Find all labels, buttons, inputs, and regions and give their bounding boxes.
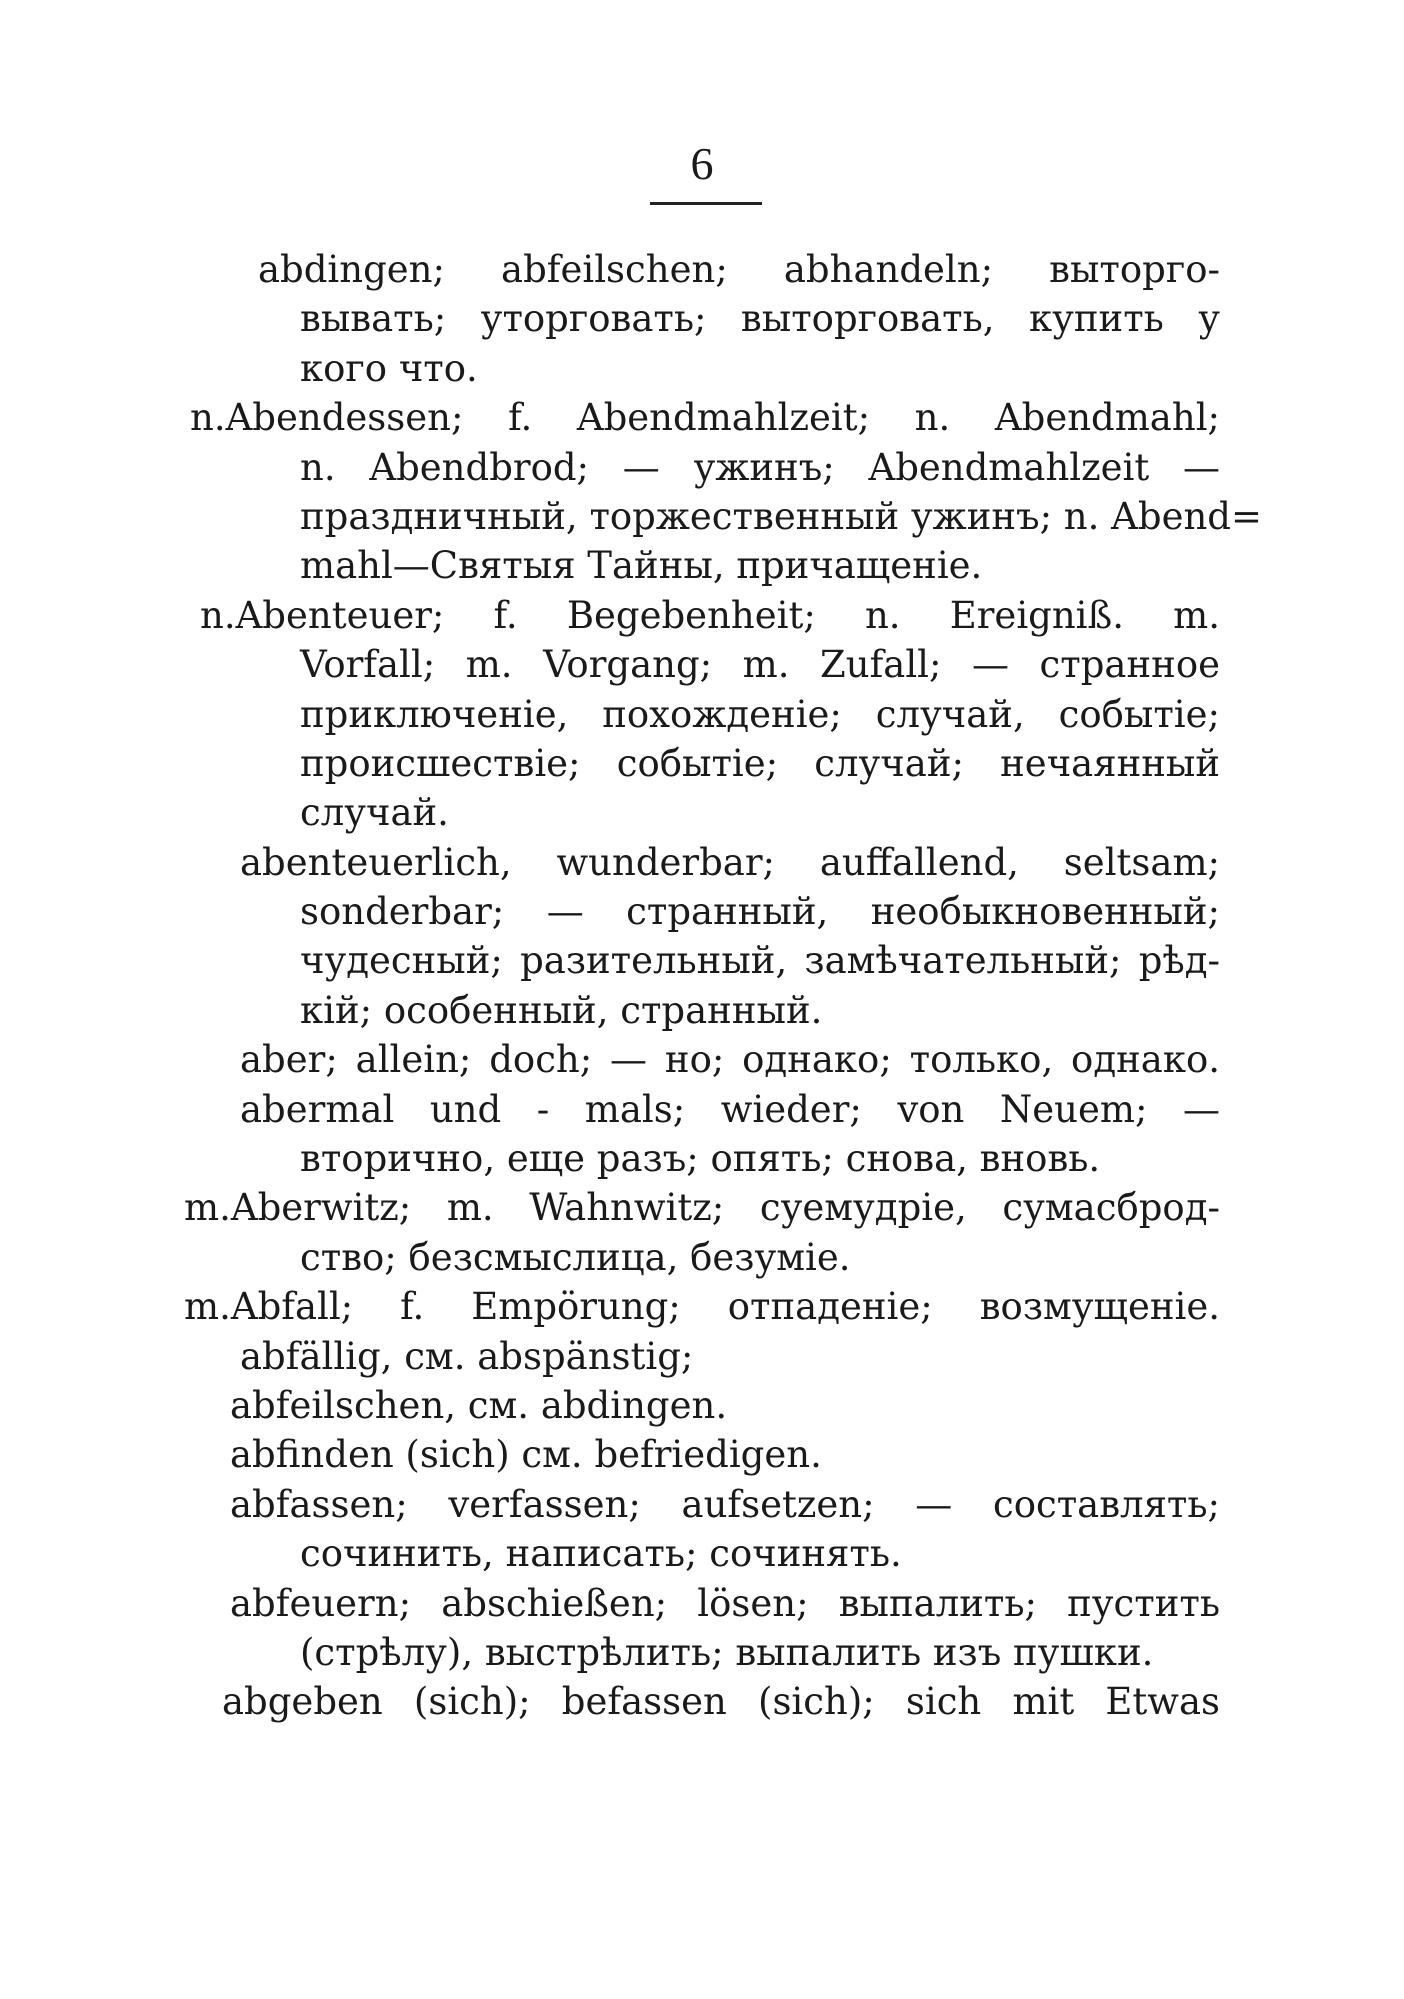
entry-line: mahl—Святыя Тайны, причащеніе. (300, 544, 983, 588)
entry-line: m.Abfall; f. Empörung; отпаденіе; возмущеніе. (184, 1285, 1220, 1329)
dictionary-entry (0, 245, 1404, 393)
entry-line: abermal und - mals; wieder; von Neuem; — (240, 1087, 1220, 1131)
dictionary-entry (0, 1430, 1404, 1479)
dictionary-entry (0, 1183, 1404, 1282)
entry-line: ство; безсмыслица, безуміе. (300, 1235, 851, 1279)
entry-line: aber; allein; doch; — но; однако; только, однако. (240, 1038, 1220, 1082)
dictionary-entry (0, 1579, 1404, 1678)
entry-line: n.Abenteuer; f. Begebenheit; n. Ereigniß. m. (200, 593, 1220, 637)
entry-line: abgeben (sich); befassen (sich); sich mit Etwas (222, 1680, 1220, 1724)
entry-line: Vorfall; m. Vorgang; m. Zufall; — странное (300, 643, 1220, 687)
entry-line: чудесный; разительный, замѣчательный; рѣд- (300, 939, 1220, 983)
entry-line: abenteuerlich, wunderbar; auffallend, seltsam; (240, 840, 1220, 884)
entry-line: сочинить, написать; сочинять. (300, 1532, 902, 1576)
entry-line: праздничный, торжественный ужинъ; n. Abend= (300, 494, 1262, 538)
entry-line: кій; особенный, странный. (300, 988, 823, 1032)
entry-line: abdingen; abfeilschen; abhandeln; выторго- (258, 248, 1220, 291)
entry-line: n.Abendessen; f. Abendmahlzeit; n. Abendmahl; (190, 396, 1220, 440)
entry-line: abfeilschen, см. abdingen. (230, 1383, 728, 1427)
entry-line: abfeuern; abschießen; lösen; выпалить; пустить (230, 1581, 1220, 1625)
entry-line: происшествіе; событіе; случай; нечаянный (300, 741, 1220, 785)
entry-line: (стрѣлу), выстрѣлить; выпалить изъ пушки. (300, 1630, 1154, 1674)
entry-line: abfinden (sich) см. befriedigen. (230, 1433, 822, 1477)
page-number: 6 (690, 138, 714, 189)
entry-line: sonderbar; — странный, необыкновенный; (300, 890, 1220, 934)
entry-line: n. Abendbrod; — ужинъ; Abendmahlzeit — (300, 445, 1220, 489)
dictionary-entry (0, 1677, 1404, 1726)
dictionary-entry (0, 1282, 1404, 1331)
page-number-rule (650, 202, 762, 205)
dictionary-entry (0, 838, 1404, 1036)
dictionary-entry (0, 1035, 1404, 1084)
entry-line: кого что. (300, 346, 478, 390)
entry-line: вторично, еще разъ; опять; снова, вновь. (300, 1137, 1101, 1181)
dictionary-entry (0, 1332, 1404, 1381)
entry-line: приключеніе, похожденіе; случай, событіе; (300, 692, 1220, 736)
dictionary-entry (0, 1381, 1404, 1430)
dictionary-entries (0, 245, 1404, 1727)
entry-line: m.Aberwitz; m. Wahnwitz; суемудріе, сумасброд- (184, 1186, 1220, 1230)
dictionary-entry (0, 393, 1404, 591)
entry-line: abfassen; verfassen; aufsetzen; — составлять; (230, 1482, 1220, 1526)
entry-line: вывать; уторговать; выторговать, купить у (300, 297, 1220, 341)
entry-line: abfällig, см. abspänstig; (240, 1334, 694, 1378)
entry-line: случай. (300, 791, 449, 835)
dictionary-entry (0, 1085, 1404, 1184)
dictionary-entry (0, 1480, 1404, 1579)
dictionary-entry (0, 591, 1404, 838)
